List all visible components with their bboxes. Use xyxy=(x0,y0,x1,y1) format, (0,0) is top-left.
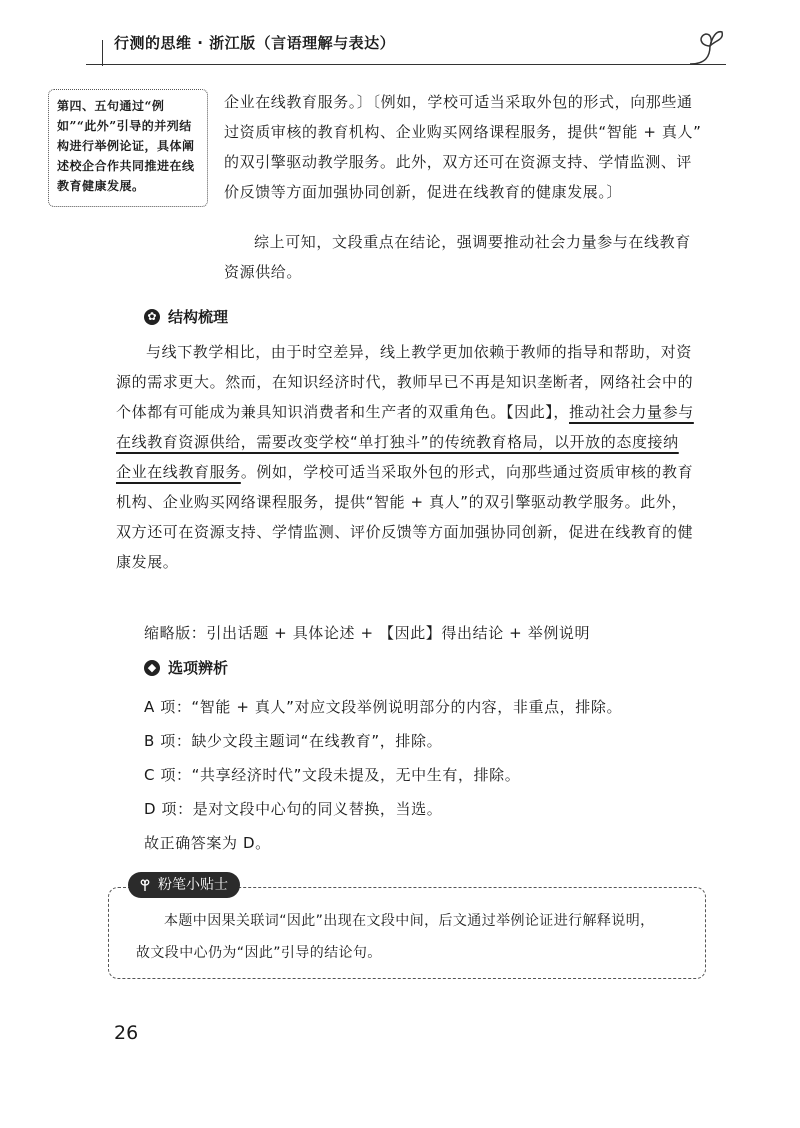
summary-line: 缩略版：引出话题 + 具体论述 + 【因此】得出结论 + 举例说明 xyxy=(144,624,591,642)
structure-icon: ✿ xyxy=(144,309,160,325)
page-number: 26 xyxy=(114,1022,139,1044)
tip-label-text: 粉笔小贴士 xyxy=(158,877,228,893)
structure-heading xyxy=(144,306,228,327)
key-sentence-part-2: 在线教育资源供给，需要改变学校“单打独斗”的传统教育格局，以开放的态度接纳 xyxy=(116,433,679,451)
tip-text xyxy=(136,905,696,969)
side-note-text: 第四、五句通过“例如”“此外”引导的并列结构进行举例论证，具体阐述校企合作共同推进在线教育健康发展。 xyxy=(57,99,195,193)
page-header xyxy=(86,26,726,56)
option-a: A 项：“智能 + 真人”对应文段举例说明部分的内容，非重点，排除。 xyxy=(144,698,623,716)
top-line-3: 的双引擎驱动教学服务。此外，双方还可在资源支持、学情监测、评 xyxy=(224,153,693,171)
option-b: B 项：缺少文段主题词“在线教育”，排除。 xyxy=(144,732,443,750)
header-rule xyxy=(86,64,726,65)
answer-line: 故正确答案为 D。 xyxy=(144,834,271,852)
structure-line-1: 与线下教学相比，由于时空差异，线上教学更加依赖于教师的指导和帮助，对资 xyxy=(146,343,693,361)
tip-line-1: 本题中因果关联词“因此”出现在文段中间，后文通过举例论证进行解释说明， xyxy=(164,913,655,929)
options-heading-text: 选项辨析 xyxy=(168,659,229,677)
structure-line-3 xyxy=(116,397,716,427)
options-list xyxy=(144,690,714,860)
structure-heading-text: 结构梳理 xyxy=(168,308,229,326)
options-icon: ◆ xyxy=(144,660,160,676)
option-c: C 项：“共享经济时代”文段未提及，无中生有，排除。 xyxy=(144,766,521,784)
top-paragraph xyxy=(224,87,724,207)
top-line-1: 企业在线教育服务。〕〔例如，学校可适当采取外包的形式，向那些通 xyxy=(224,93,693,111)
conclusion-paragraph xyxy=(224,227,724,287)
structure-line-3a: 个体都有可能成为兼具知识消费者和生产者的双重角色。【因此】， xyxy=(116,403,570,421)
structure-line-6: 机构、企业购买网络课程服务，提供“智能 + 真人”的双引擎驱动教学服务。此外， xyxy=(116,493,688,511)
conclusion-line-1: 综上可知，文段重点在结论，强调要推动社会力量参与在线教育 xyxy=(254,233,691,251)
options-heading xyxy=(144,657,228,678)
key-sentence-part-1: 推动社会力量参与 xyxy=(569,403,694,421)
side-note xyxy=(48,89,208,207)
structure-line-2: 源的需求更大。然而，在知识经济时代，教师早已不再是知识垄断者，网络社会中的 xyxy=(116,373,694,391)
conclusion-line-2: 资源供给。 xyxy=(224,263,303,281)
structure-line-5 xyxy=(116,457,716,487)
top-line-2: 过资质审核的教育机构、企业购买网络课程服务，提供“智能 + 真人” xyxy=(224,123,702,141)
tip-label xyxy=(128,872,240,898)
tip-line-2: 故文段中心仍为“因此”引导的结论句。 xyxy=(136,945,382,961)
option-d: D 项：是对文段中心句的同义替换，当选。 xyxy=(144,800,443,818)
structure-line-8: 康发展。 xyxy=(116,553,179,571)
sprout-icon xyxy=(138,878,152,892)
structure-line-5b: 。例如，学校可适当采取外包的形式，向那些通过资质审核的教育 xyxy=(240,463,694,481)
sprout-icon xyxy=(686,26,726,66)
key-sentence-part-3: 企业在线教育服务 xyxy=(116,463,241,481)
top-line-4: 价反馈等方面加强协同创新，促进在线教育的健康发展。〕 xyxy=(224,183,623,201)
structure-paragraph xyxy=(116,337,716,577)
header-title: 行测的思维 · 浙江版（言语理解与表达） xyxy=(114,32,403,53)
header-tick xyxy=(102,40,111,66)
structure-line-7: 双方还可在资源支持、学情监测、评价反馈等方面加强协同创新，促进在线教育的健 xyxy=(116,523,694,541)
